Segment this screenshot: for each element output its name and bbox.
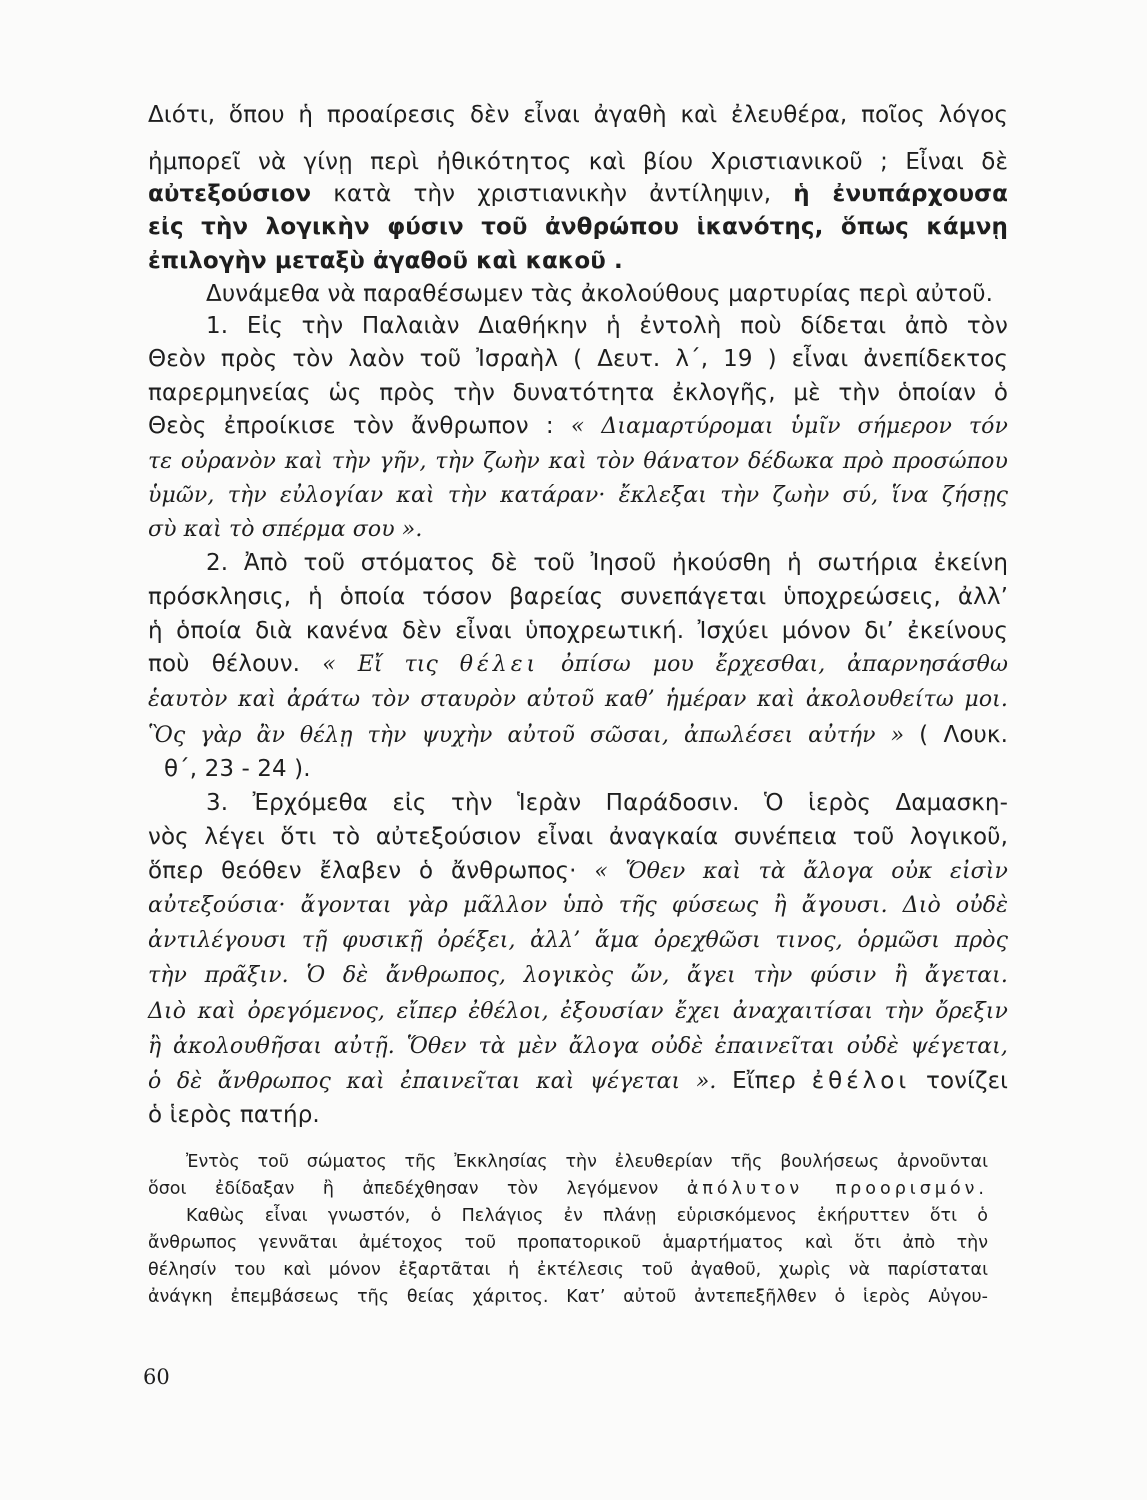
footnote-line: θέλησίν του καὶ μόνον ἐξαρτᾶται ἡ ἐκτέλεσις τοῦ ἀγαθοῦ, χωρὶς νὰ παρίσταται <box>148 1260 988 1280</box>
text-line <box>148 409 1008 444</box>
bold-term: αὐτεξούσιον <box>148 181 312 207</box>
quote-line: ἢ ἀκολουθῆσαι αὐτῇ. Ὅθεν τὰ μὲν ἄλογα οὐδὲ ἐπαινεῖται οὐδὲ ψέγεται, <box>148 1034 1008 1059</box>
paragraph-start: 2. Ἀπὸ τοῦ στόματος δὲ τοῦ Ἰησοῦ ἠκούσθη ἡ σωτήρια ἐκείνη <box>206 550 1008 576</box>
quote-run: « Διαμαρτύρομαι ὑμῖν σήμερον τόν <box>570 414 1008 439</box>
quote-run: Ὃς γὰρ ἂν θέλῃ τὴν ψυχὴν αὐτοῦ σῶσαι, ἀπωλέσει αὐτήν » <box>148 723 920 748</box>
text-run: τονίζει <box>910 1068 1009 1094</box>
quote-run: « Εἴ τις <box>322 652 460 677</box>
text-line: ὁ ἱερὸς πατήρ. <box>148 1102 320 1128</box>
spaced-word: ἀπόλυτον προορισμόν. <box>686 1179 988 1199</box>
text-line-bold: ἐπιλογὴν μεταξὺ ἀγαθοῦ καὶ κακοῦ . <box>148 248 623 274</box>
quote-line: ὑμῶν, τὴν εὐλογίαν καὶ τὴν κατάραν· ἔκλεξαι τὴν ζωὴν σύ, ἵνα ζήσῃς <box>148 483 1008 508</box>
footnote-line: Καθὼς εἶναι γνωστόν, ὁ Πελάγιος ἐν πλάνῃ εὑρισκόμενος ἐκήρυττεν ὅτι ὁ <box>186 1206 988 1226</box>
text-run: Θεὸς ἐπροίκισε τὸν ἄνθρωπον : <box>148 413 571 439</box>
quote-line: Διὸ καὶ ὀρεγόμενος, εἴπερ ἐθέλοι, ἐξουσίαν ἔχει ἀναχαιτίσαι τὴν ὄρεξιν <box>148 999 1008 1024</box>
page-number: 60 <box>143 1365 170 1389</box>
text-line <box>148 1064 1008 1099</box>
text-line <box>148 854 1008 889</box>
text-line: ἠμπορεῖ νὰ γίνῃ περὶ ἠθικότητος καὶ βίου Χριστιανικοῦ ; Εἶναι δὲ <box>148 149 1008 175</box>
paragraph-start: 3. Ἐρχόμεθα εἰς τὴν Ἱερὰν Παράδοσιν. Ὁ ἱερὸς Δαμασκη- <box>206 790 1008 816</box>
paragraph-start: 1. Εἰς τὴν Παλαιὰν Διαθήκην ἡ ἐντολὴ ποὺ δίδεται ἀπὸ τὸν <box>206 313 1008 339</box>
text-run: ὅσοι ἐδίδαξαν ἢ ἀπεδέχθησαν τὸν λεγόμενον <box>148 1179 687 1199</box>
quote-run: « Ὅθεν καὶ τὰ ἄλογα οὐκ εἰσὶν <box>594 859 1008 884</box>
text-run: ποὺ θέλουν. <box>148 651 323 677</box>
text-line <box>148 647 1008 682</box>
text-line: πρόσκλησις, ἡ ὁποία τόσον βαρείας συνεπάγεται ὑποχρεώσεις, ἀλλ’ <box>148 584 1008 610</box>
quote-run: ὀπίσω μου ἔρχεσθαι, ἀπαρνησάσθω <box>539 652 1008 677</box>
text-line: Διότι, ὅπου ἡ προαίρεσις δὲν εἶναι ἀγαθὴ καὶ ἐλευθέρα, ποῖος λόγος <box>148 102 1008 128</box>
quote-run: ὁ δὲ ἄνθρωπος καὶ ἐπαινεῖται καὶ ψέγεται ». <box>148 1069 733 1094</box>
footnote-line: ἄνθρωπος γεννᾶται ἀμέτοχος τοῦ προπατορικοῦ ἁμαρτήματος καὶ ὅτι ἀπὸ τὴν <box>148 1233 988 1253</box>
text-line: Θεὸν πρὸς τὸν λαὸν τοῦ Ἰσραὴλ ( Δευτ. λ΄, 19 ) εἶναι ἀνεπίδεκτος <box>148 346 1008 372</box>
quote-line: σὺ καὶ τὸ σπέρμα σου ». <box>148 517 423 542</box>
text-run: Εἴπερ <box>732 1068 812 1094</box>
text-run: ( Λουκ. <box>919 722 1008 748</box>
quote-line: ἑαυτὸν καὶ ἀράτω τὸν σταυρὸν αὐτοῦ καθ’ ἡμέραν καὶ ἀκολουθείτω μοι. <box>148 687 1008 712</box>
text-line <box>148 177 1008 211</box>
bold-term: ἡ ἐνυπάρχουσα <box>793 181 1008 207</box>
text-run: ὅπερ θεόθεν ἔλαβεν ὁ ἄνθρωπος· <box>148 858 595 884</box>
text-line-bold: εἰς τὴν λογικὴν φύσιν τοῦ ἀνθρώπου ἱκανότης, ὅπως κάμνῃ <box>148 214 1008 240</box>
text-line: νὸς λέγει ὅτι τὸ αὐτεξούσιον εἶναι ἀναγκαία συνέπεια τοῦ λογικοῦ, <box>148 824 1008 850</box>
paragraph-start: Δυνάμεθα νὰ παραθέσωμεν τὰς ἀκολούθους μαρτυρίας περὶ αὐτοῦ. <box>206 281 994 307</box>
text-line <box>148 718 1008 753</box>
quote-line: αὐτεξούσια· ἄγονται γὰρ μᾶλλον ὑπὸ τῆς φύσεως ἢ ἄγουσι. Διὸ οὐδὲ <box>148 893 1008 918</box>
text-line: ἡ ὁποία διὰ κανένα δὲν εἶναι ὑποχρεωτική. Ἰσχύει μόνον δι’ ἐκείνους <box>148 618 1008 644</box>
spaced-word: θέλει <box>459 652 540 677</box>
text-line: παρερμηνείας ὡς πρὸς τὴν δυνατότητα ἐκλογῆς, μὲ τὴν ὁποίαν ὁ <box>148 380 1008 406</box>
footnote-line: Ἐντὸς τοῦ σώματος τῆς Ἐκκλησίας τὴν ἐλευθερίαν τῆς βουλήσεως ἀρνοῦνται <box>186 1152 988 1172</box>
text-line: θ΄, 23 - 24 ). <box>164 756 311 782</box>
footnote-line <box>148 1176 988 1203</box>
quote-line: τὴν πρᾶξιν. Ὁ δὲ ἄνθρωπος, λογικὸς ὤν, ἄγει τὴν φύσιν ἢ ἄγεται. <box>148 963 1008 988</box>
text-run: κατὰ τὴν χριστιανικὴν ἀντίληψιν, <box>311 181 794 207</box>
quote-line: τε οὐρανὸν καὶ τὴν γῆν, τὴν ζωὴν καὶ τὸν θάνατον δέδωκα πρὸ προσώπου <box>148 449 1008 474</box>
quote-line: ἀντιλέγουσι τῇ φυσικῇ ὀρέξει, ἀλλ’ ἅμα ὀρεχθῶσι τινος, ὁρμῶσι πρὸς <box>148 928 1008 953</box>
footnote-line: ἀνάγκη ἐπεμβάσεως τῆς θείας χάριτος. Κατ’ αὐτοῦ ἀντεπεξῆλθεν ὁ ἱερὸς Αὐγου- <box>148 1287 988 1307</box>
spaced-word: ἐθέλοι <box>811 1068 911 1094</box>
